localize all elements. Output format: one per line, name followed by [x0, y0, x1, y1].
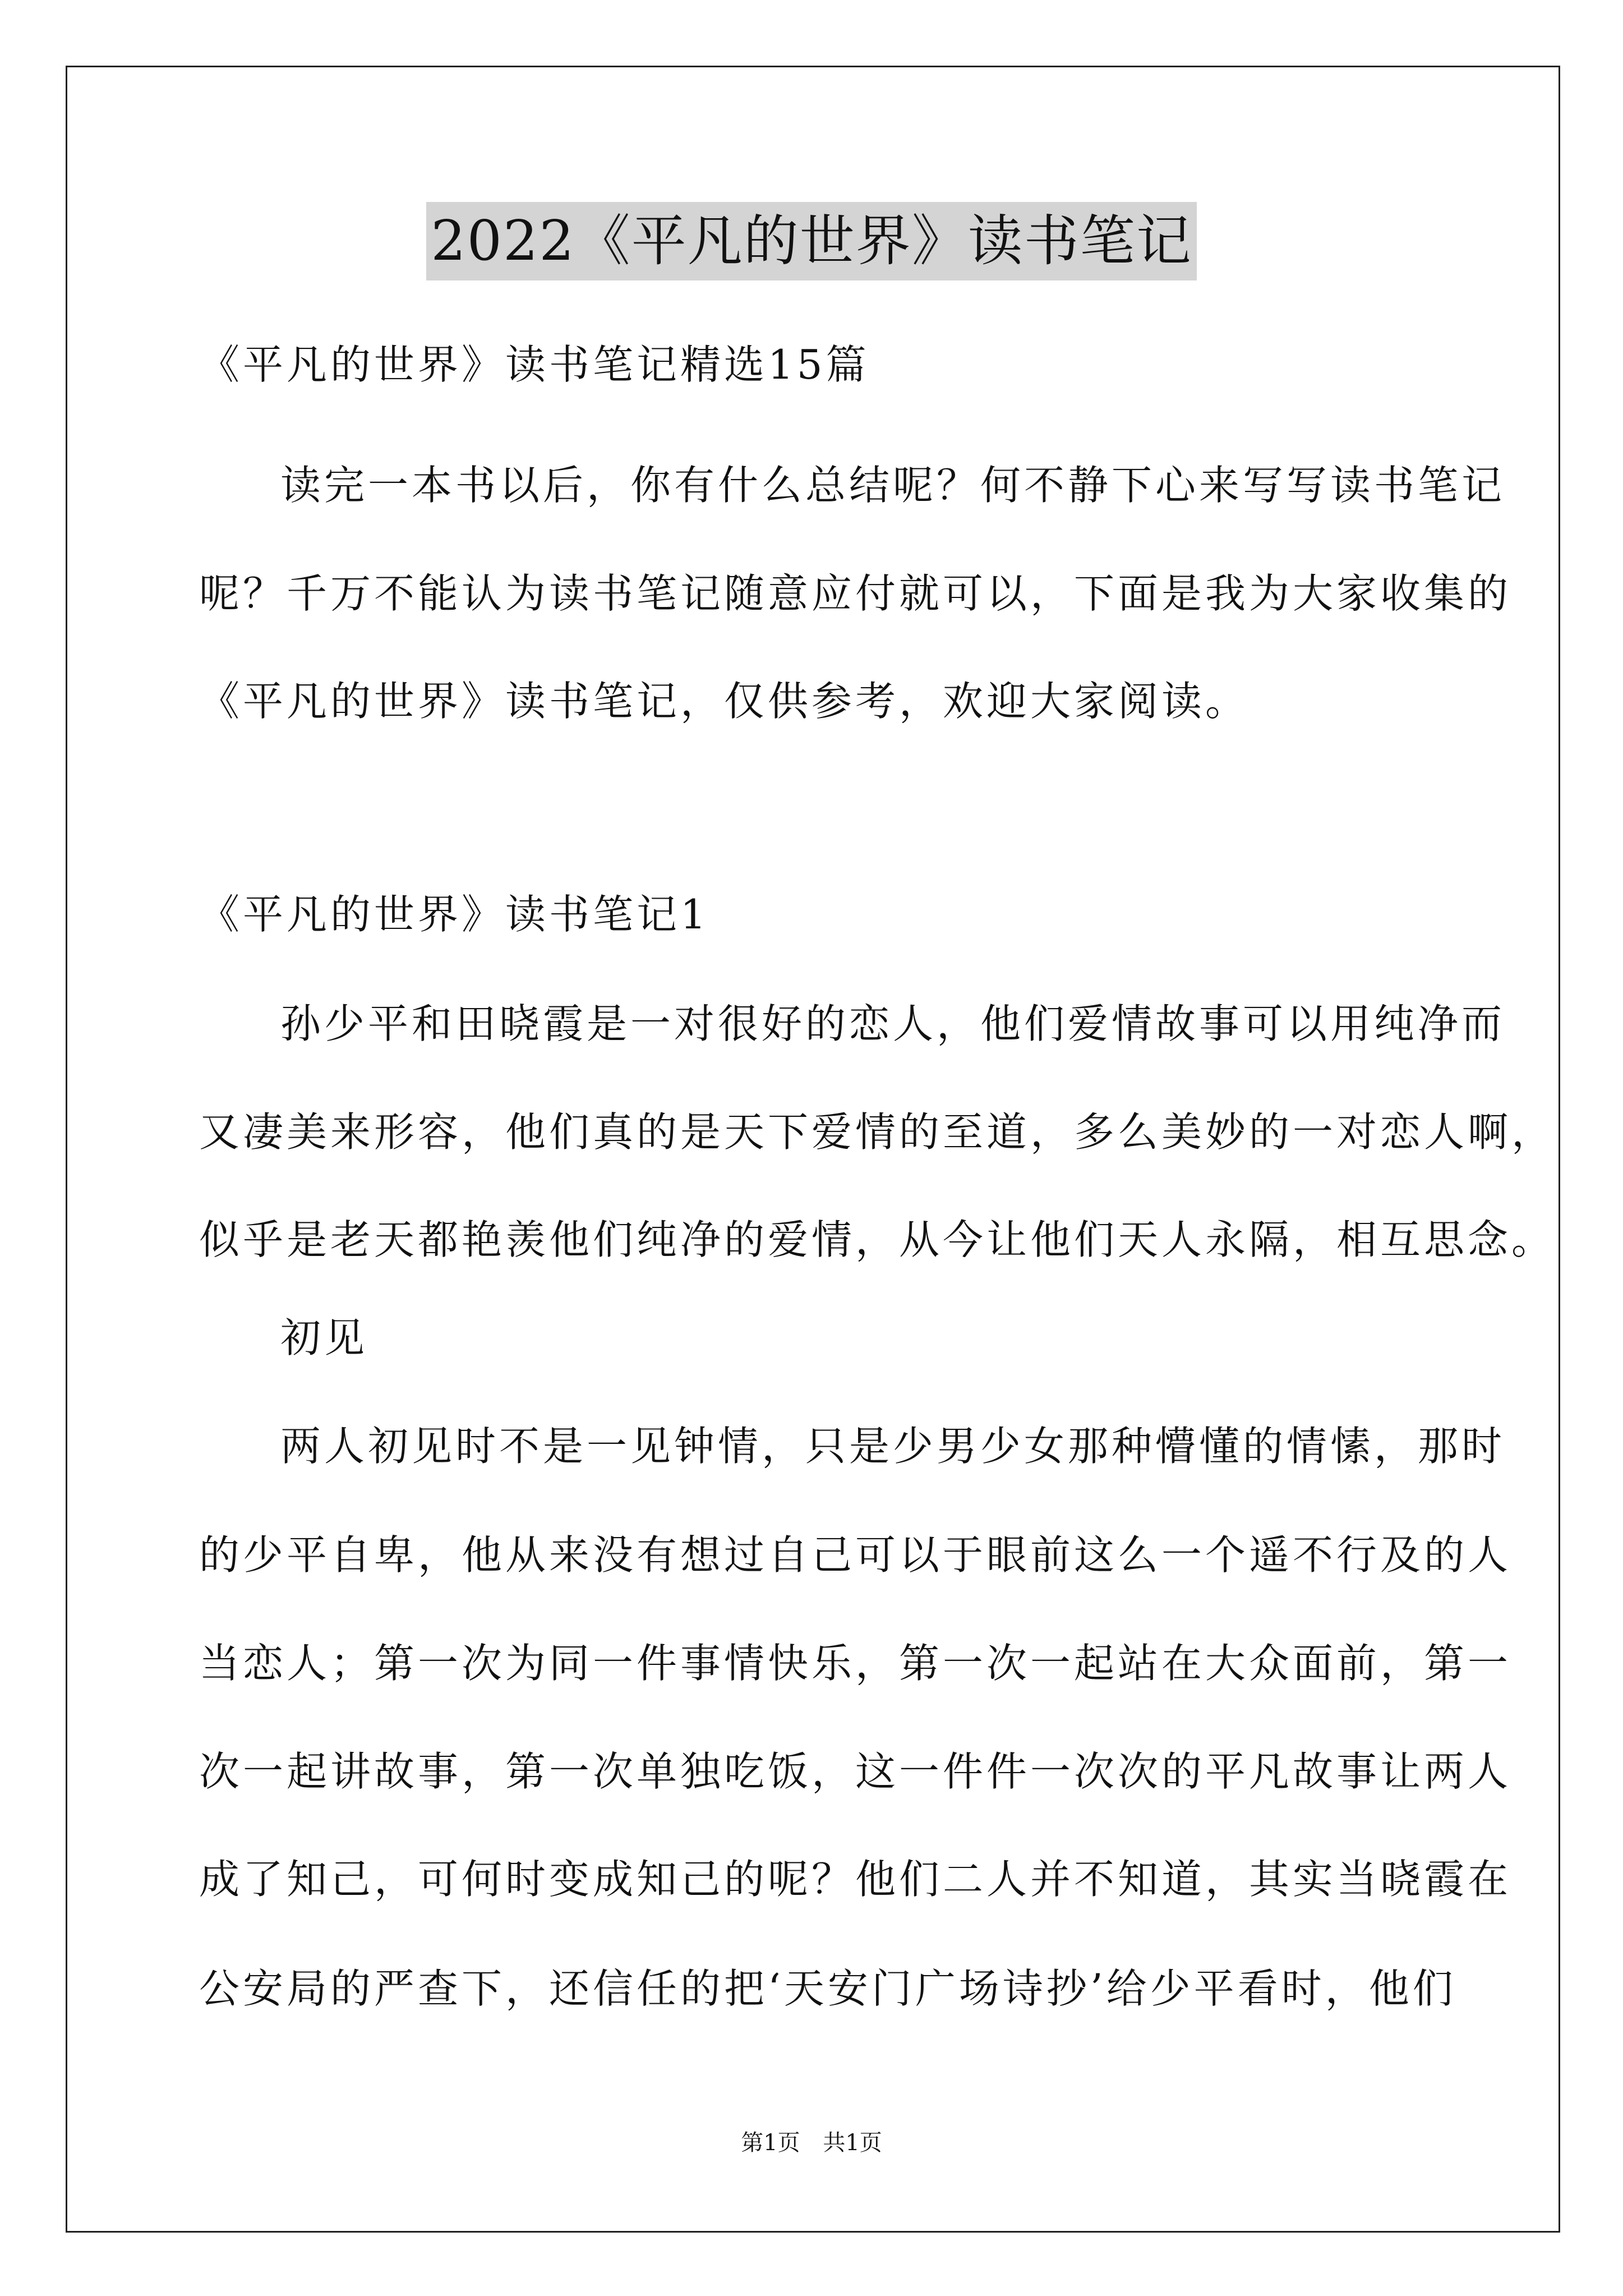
- paragraph-line: 公安局的严查下，还信任的把‘天安门广场诗抄’给少平看时，他们: [199, 1965, 1456, 2012]
- title-container: [0, 202, 1623, 280]
- paragraph-line: 读完一本书以后，你有什么总结呢？何不静下心来写写读书笔记: [280, 462, 1506, 509]
- page-total: 共1页: [823, 2130, 882, 2156]
- page-number: 第1页: [741, 2130, 800, 2156]
- subtitle-line: 《平凡的世界》读书笔记精选15篇: [199, 341, 870, 388]
- paragraph-line: 的少平自卑，他从来没有想过自己可以于眼前这么一个遥不行及的人: [199, 1531, 1512, 1579]
- document-title: 2022《平凡的世界》读书笔记: [426, 202, 1196, 280]
- paragraph-line: 当恋人；第一次为同一件事情快乐，第一次一起站在大众面前，第一: [199, 1640, 1512, 1687]
- paragraph-line: 《平凡的世界》读书笔记，仅供参考，欢迎大家阅读。: [199, 678, 1249, 725]
- subheading-line: 初见: [280, 1314, 368, 1361]
- paragraph-line: 次一起讲故事，第一次单独吃饭，这一件件一次次的平凡故事让两人: [199, 1748, 1512, 1795]
- section-heading: 《平凡的世界》读书笔记1: [199, 891, 709, 938]
- paragraph-line: 呢？千万不能认为读书笔记随意应付就可以，下面是我为大家收集的: [199, 570, 1512, 617]
- paragraph-line: 两人初见时不是一见钟情，只是少男少女那种懵懂的情愫，那时: [280, 1423, 1506, 1470]
- paragraph-line: 又凄美来形容，他们真的是天下爱情的至道，多么美妙的一对恋人啊，: [199, 1108, 1556, 1156]
- paragraph-line: 成了知己，可何时变成知己的呢？他们二人并不知道，其实当晓霞在: [199, 1856, 1512, 1903]
- paragraph-line: 似乎是老天都艳羡他们纯净的爱情，从今让他们天人永隔，相互思念。: [199, 1216, 1556, 1263]
- paragraph-line: 孙少平和田晓霞是一对很好的恋人，他们爱情故事可以用纯净而: [280, 1000, 1506, 1047]
- page-footer: [0, 2126, 1623, 2160]
